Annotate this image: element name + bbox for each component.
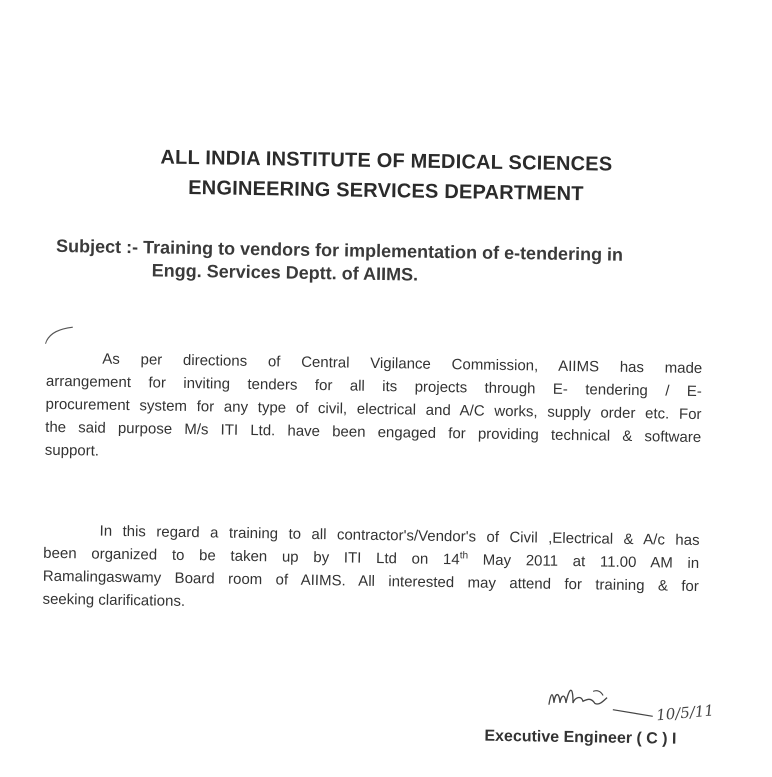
subject-line: [56, 235, 737, 292]
department-title: ENGINEERING SERVICES DEPARTMENT: [188, 176, 584, 206]
paragraph-training: [42, 519, 699, 621]
paragraph1-line: support.: [44, 441, 100, 460]
paragraph1-line: As per directions of Central Vigilance Commission, AIIMS has made: [102, 350, 703, 378]
paragraph-directions: [45, 347, 703, 472]
designation: Executive Engineer ( C ) I: [484, 727, 677, 748]
paragraph2-text: been organized to be taken up by ITI Ltd on 14: [43, 544, 460, 569]
institute-title: ALL INDIA INSTITUTE OF MEDICAL SCIENCES: [160, 146, 613, 176]
ordinal-suffix: th: [459, 550, 469, 562]
subject-line-1: Subject :- Training to vendors for implementation of e-tendering in: [55, 235, 624, 265]
paragraph2-line: seeking clarifications.: [42, 590, 186, 610]
paragraph1-line: arrangement for inviting tenders for all its projects through E- tendering / E-: [45, 372, 702, 401]
subject-line-2: Engg. Services Deptt. of AIIMS.: [151, 260, 419, 285]
signature-date: 10/5/11: [655, 701, 715, 725]
paragraph2-line: Ramalingaswamy Board room of AIIMS. All interested may attend for training & for: [42, 567, 699, 596]
paragraph1-line: the said purpose M/s ITI Ltd. have been engaged for providing technical & software: [45, 418, 702, 447]
paragraph2-text: May 2011 at 11.00 AM in: [467, 551, 700, 573]
paragraph1-line: procurement system for any type of civil, electrical and A/C works, supply order etc. For: [45, 395, 702, 424]
pen-mark-icon: [43, 323, 77, 346]
paragraph2-line: In this regard a training to all contractor's/Vendor's of Civil ,Electrical & A/c has: [99, 522, 700, 550]
